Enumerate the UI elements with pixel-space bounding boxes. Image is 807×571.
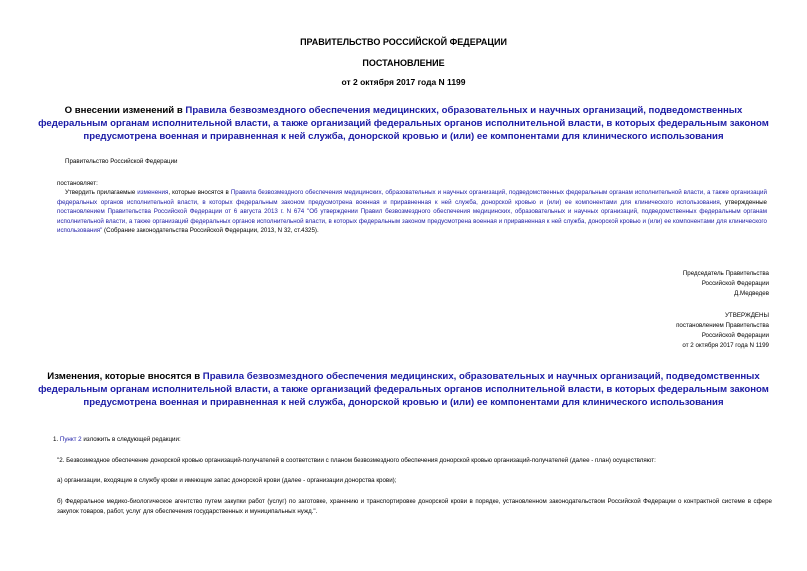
rules-link[interactable]: Правила безвозмездного обеспечения медицинских, образовательных и научных организаций, подведомственных федеральным органам исполнительной власти, а также организаций федеральных органов исполнительной власти, в которых федеральным законом предусмотрена военная и приравненная к ней служба, донорской кровью и (или) ее компонентами для клинического использования bbox=[38, 105, 769, 142]
item-1-prefix: 1. bbox=[53, 436, 60, 443]
document-title bbox=[30, 104, 777, 143]
approval-block bbox=[676, 311, 769, 351]
point-2-link[interactable]: Пункт 2 bbox=[59, 436, 82, 443]
approval-line-2: постановлением Правительства bbox=[676, 322, 769, 329]
changes-title-prefix: Изменения, которые вносятся в bbox=[47, 371, 203, 382]
signature-line-2: Российской Федерации bbox=[701, 280, 769, 287]
para-text-1: Утвердить прилагаемые bbox=[65, 189, 138, 196]
signature-line-1: Председатель Правительства bbox=[682, 270, 769, 277]
changes-rules-link[interactable]: Правила безвозмездного обеспечения медицинских, образовательных и научных организаций, подведомственных федеральным органам исполнительной власти, а также организаций федеральных органов исполнительной власти, в которых федеральным законом предусмотрена военная и приравненная к ней служба, донорской кровью и (или) ее компонентами для клинического использования bbox=[38, 371, 769, 408]
rules-link-inline[interactable]: Правила безвозмездного обеспечения медицинских, образовательных и научных организаций, подведомственных федеральным органам исполнительной власти, а также организаций федеральных органов исполнительной власти, в которых федеральным законом предусмотрена военная и приравненная к ней служба, донорской кровью и (или) ее компонентами для клинического использования bbox=[57, 189, 767, 206]
approval-line-4: от 2 октября 2017 года N 1199 bbox=[682, 342, 769, 349]
government-heading: ПРАВИТЕЛЬСТВО РОССИЙСКОЙ ФЕДЕРАЦИИ bbox=[300, 37, 507, 47]
resolution-674-link[interactable]: постановлением Правительства Российской Федерации от 6 августа 2013 г. N 674 "Об утверждении Правил безвозмездного обеспечения медицинских, образовательных и научных организаций, подведомственных федеральным органам исполнительной власти, а также организаций федеральных органов исполнительной власти, в которых федеральным законом предусмотрена военная и приравненная к ней служба, донорской кровью и (или) ее компонентами для клинического использования" bbox=[57, 208, 767, 235]
para-text-4: (Собрание законодательства Российской Федерации, 2013, N 32, ст.4325). bbox=[102, 227, 319, 235]
para-text-2: , которые вносятся в bbox=[168, 189, 231, 196]
signature-block bbox=[683, 269, 769, 299]
approval-line-1: УТВЕРЖДЕНЫ bbox=[725, 312, 769, 319]
document-type-heading: ПОСТАНОВЛЕНИЕ bbox=[362, 58, 445, 68]
item-b-text: б) Федеральное медико-биологическое агентство путем закупки работ (услуг) по заготовке, хранению и транспортировке донорской крови в порядке, установленном законодательством Российской Федерации о контрактной системе в сфере закупок товаров, работ, услуг для обеспечения государственных и муниципальных нужд.". bbox=[57, 498, 772, 515]
changes-title bbox=[30, 370, 777, 409]
item-a-text: а) организации, входящие в службу крови и имеющие запас донорской крови (далее - организации донорства крови); bbox=[57, 477, 397, 484]
resolution-paragraph bbox=[57, 188, 767, 236]
approval-line-3: Российской Федерации bbox=[701, 332, 769, 339]
item-2-text: "2. Безвозмездное обеспечение донорской кровью организаций-получателей в соответствии с планом безвозмездного обеспечения донорской кровью организаций-получателей (далее - план) осуществляют: bbox=[57, 457, 656, 464]
title-prefix: О внесении изменений в bbox=[64, 105, 186, 116]
document-date-number: от 2 октября 2017 года N 1199 bbox=[341, 77, 466, 87]
item-1 bbox=[53, 435, 768, 445]
changes-link[interactable]: изменения bbox=[137, 189, 169, 196]
government-label: Правительство Российской Федерации bbox=[65, 158, 178, 165]
para-text-3: , утвержденные bbox=[719, 198, 767, 206]
item-1-rest: изложить в следующей редакции: bbox=[81, 436, 181, 443]
resolves-label: постановляет: bbox=[57, 180, 98, 187]
signature-line-3: Д.Медведев bbox=[734, 290, 769, 297]
